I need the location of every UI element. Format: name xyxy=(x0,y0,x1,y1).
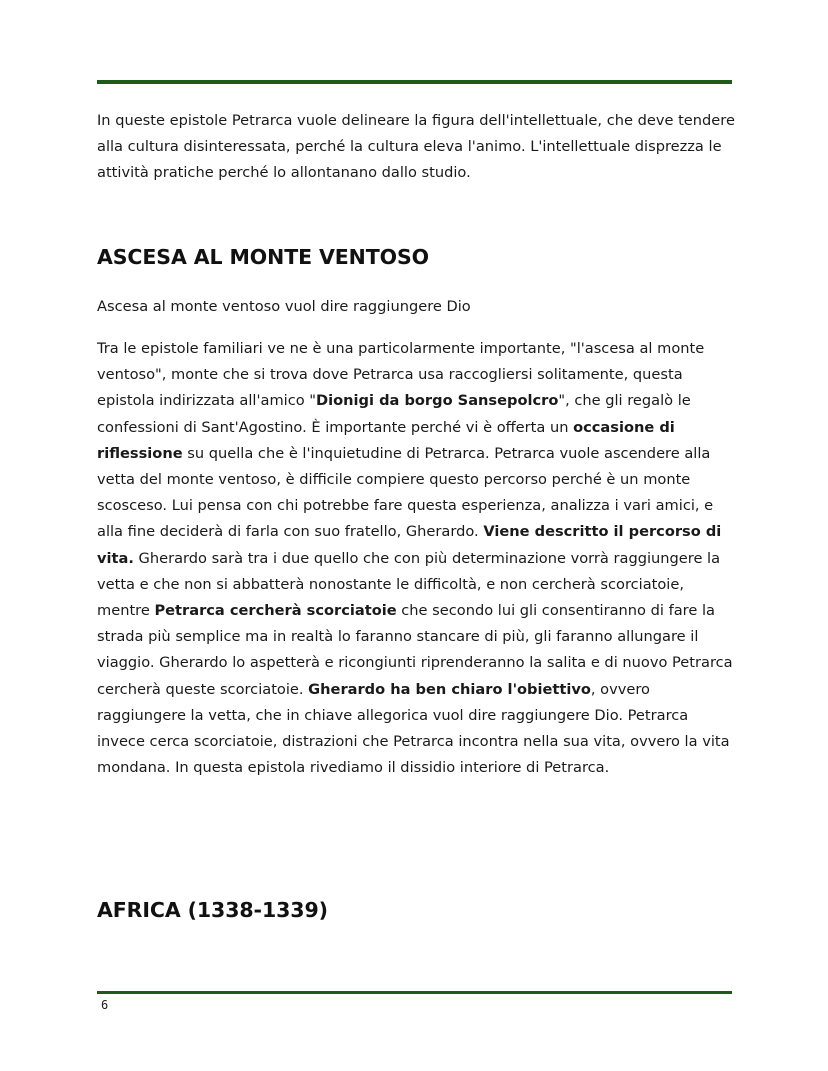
bold-phrase: Gherardo ha ben chiaro l'obiettivo xyxy=(308,680,591,698)
bold-phrase: Dionigi da borgo Sansepolcro xyxy=(316,392,559,410)
section-heading-africa: AFRICA (1338-1339) xyxy=(97,898,328,922)
page-content xyxy=(97,108,737,922)
intro-paragraph: In queste epistole Petrarca vuole delineare la figura dell'intellettuale, che deve tendere alla cultura disinteressata, perché la cultura eleva l'animo. L'intellettuale disprezza le attività pratiche perché lo allontanano dallo studio. xyxy=(97,112,735,182)
section-heading-ascesa: ASCESA AL MONTE VENTOSO xyxy=(97,245,429,269)
text-run: che secondo lui gli consentiranno di fare la strada più semplice ma in realtà lo faranno stancare di più, gli faranno allungare il viaggio. Gherardo lo aspetterà e ricongiunti riprenderanno la salita e di nuovo Petrarca cercherà queste scorciatoie. xyxy=(97,602,733,698)
footer-rule xyxy=(97,991,732,994)
header-rule xyxy=(97,80,732,84)
bold-phrase: occasione di riflessione xyxy=(97,418,675,462)
bold-phrase: Petrarca cercherà scorciatoie xyxy=(154,602,397,620)
section-body-paragraph xyxy=(97,336,737,781)
text-run: ", che gli regalò le confessioni di Sant'Agostino. È importante perché vi è offerta un xyxy=(97,392,691,436)
text-run: Gherardo sarà tra i due quello che con più determinazione vorrà raggiungere la vetta e che non si abbatterà nonostante le difficoltà, e non cercherà scorciatoie, mentre xyxy=(97,549,721,620)
text-run: , ovvero raggiungere la vetta, che in chiave allegorica vuol dire raggiungere Dio. Petrarca invece cerca scorciatoie, distrazioni che Petrarca incontra nella sua vita, ovvero la vita mondana. In questa epistola rivediamo il dissidio interiore di Petrarca. xyxy=(97,680,730,777)
text-run: Tra le epistole familiari ve ne è una particolarmente importante, "l'ascesa al monte ventoso", monte che si trova dove Petrarca usa raccogliersi solitamente, questa epistola indirizzata all'amico " xyxy=(97,340,705,410)
bold-phrase: Viene descritto il percorso di vita. xyxy=(97,523,722,567)
page-number: 6 xyxy=(101,998,109,1012)
text-run: su quella che è l'inquietudine di Petrarca. Petrarca vuole ascendere alla vetta del monte ventoso, è difficile compiere questo percorso perché è un monte scosceso. Lui pensa con chi potrebbe fare questa esperienza, analizza i vari amici, e alla fine deciderà di farla con suo fratello, Gherardo. xyxy=(97,444,714,541)
section-subline: Ascesa al monte ventoso vuol dire raggiungere Dio xyxy=(97,298,471,315)
